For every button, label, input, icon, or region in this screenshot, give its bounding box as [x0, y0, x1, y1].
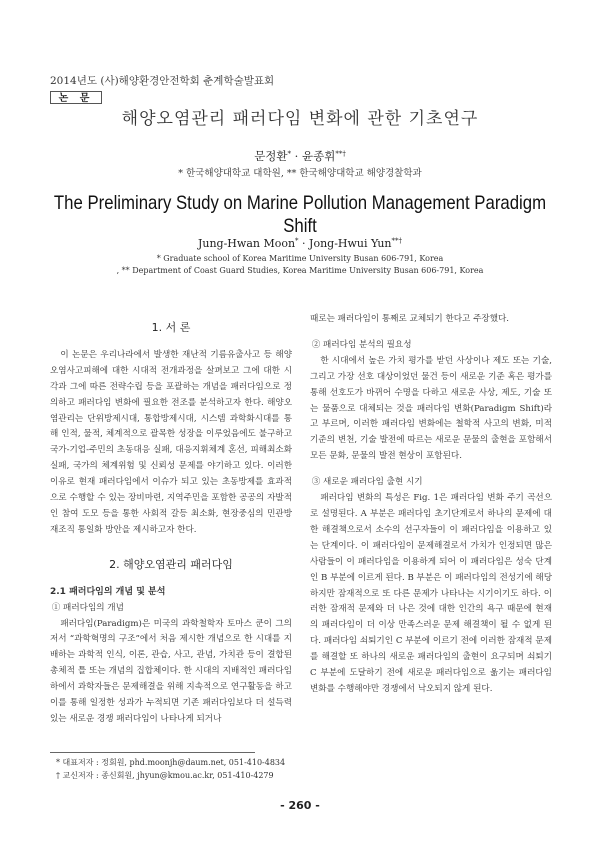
section2-heading: 2. 해양오염관리 패러다임	[109, 557, 233, 571]
english-title: The Preliminary Study on Marine Pollution Management Paradigm Shift	[53, 192, 547, 237]
author2-mark-en: **†	[391, 237, 403, 245]
item2-heading: ② 패러다임 분석의 필요성	[311, 339, 412, 350]
right-column	[310, 312, 552, 698]
conference-header: 2014년도 (사)해양환경안전학회 춘계학술발표회	[50, 75, 275, 87]
author2-mark-ko: **†	[335, 150, 346, 158]
section1-heading: 1. 서 론	[151, 321, 191, 334]
footnote-first-author: * 대표저자 : 정회원, phd.moonjh@daum.net, 051-410-4834	[56, 758, 286, 767]
item1-heading: ① 패러다임의 개념	[51, 602, 124, 613]
footnote-divider	[50, 752, 255, 753]
continued-paragraph: 때로는 패러다임이 통째로 교체되기 한다고 주장했다.	[310, 314, 510, 324]
subsection-heading: 2.1 패러다임의 개념 및 분석	[50, 586, 166, 597]
author1-mark-en: *	[295, 237, 299, 245]
korean-title: 해양오염관리 패러다임 변화에 관한 기초연구	[121, 109, 479, 129]
paper-type-tag: 논 문	[50, 91, 102, 104]
author2-name-ko: 윤종휘	[301, 149, 336, 163]
analysis-need-paragraph: 한 시대에서 높은 가치 평가를 받던 사상이나 제도 또는 기술, 그리고 가장 선호 대상이었던 물건 등이 새로운 기준 혹은 평가를 통해 선호도가 바뀌어 수명을 다하고 새로운 사상, 제도, 기술 또는 물품으로 대체되는 것을 패러다임 변화(Paradigm Shift)라고 부르며, 이러한 패러다임 변화에는 철학적 사고의 변화, 미적 기준의 변천, 기술 발전에 따르는 새로운 문물의 출현을 포함해서 모든 문화, 문물의 발전 현상이 포함된다.	[310, 355, 552, 462]
new-paradigm-paragraph: 패러다임 변화의 특성은 Fig. 1은 패러다임 변화 주기 곡선으로 설명된다. A 부분은 패러다임 초기단계로서 하나의 문제에 대한 해결책으로서 소수의 선구자들이 이 패러다임을 이용하고 있는 단계이다. 이 패러다임이 문제해결로서 가치가 인정되면 많은 사람들이 이 패러다임을 이용하게 되어 이 패러다임은 성숙 단계인 B 부분에 이르게 된다. B 부분은 이 패러다임의 전성기에 해당하지만 잠재적으로 또 다른 문제가 나타나는 시기이기도 하다. 이러한 잠재적 문제와 더 나은 것에 대한 인간의 욕구 때문에 현재의 패러다임이 더 이상 만족스러운 문제 해결책이 될 수 없게 된다. 패러다임 쇠퇴기인 C 부분에 이르기 전에 이러한 잠재적 문제를 해결할 또 하나의 새로운 패러다임의 출현이 요구되며 쇠퇴기 C 부분에 도달하기 전에 새로운 패러다임으로 옮기는 패러다임 변화를 수행해야만 경쟁에서 낙오되지 않게 된다.	[310, 493, 552, 694]
page-number: - 260 -	[280, 799, 320, 812]
author-separator-ko: ·	[291, 149, 302, 163]
left-column	[50, 312, 292, 728]
korean-affiliation: * 한국해양대학교 대학원, ** 한국해양대학교 해양경찰학과	[178, 168, 422, 179]
author1-name-en: Jung-Hwan Moon	[197, 237, 296, 250]
item3-heading: ③ 새로운 패러다임 출현 시기	[311, 477, 423, 488]
english-authors	[0, 237, 600, 250]
paradigm-concept-paragraph: 패러다임(Paradigm)은 미국의 과학철학자 토마스 쿤이 그의 저서 “과학혁명의 구조”에서 처음 제시한 개념으로 한 시대를 지배하는 과학적 인식, 이론, 관습, 사고, 관념, 가치관 등이 결합된 총체적 틀 또는 개념의 집합체이다. 한 시대의 지배적인 패러다임 하에서 과학자들은 문제해결을 위해 지속적으로 연구활동을 하고 이를 통해 일정한 성과가 누적되면 기존 패러다임보다 더 설득력 있는 새로운 경쟁 패러다임이 나타나게 되거나	[50, 618, 292, 724]
author1-name-ko: 문정환	[254, 149, 288, 163]
english-affiliation-line1: * Graduate school of Korea Maritime University Busan 606-791, Korea	[156, 254, 444, 263]
footnote-corresponding-author: † 교신저자 : 종신회원, jhyun@kmou.ac.kr, 051-410-4279	[56, 771, 274, 780]
author1-mark-ko: *	[287, 150, 292, 158]
author2-name-en: Jong-Hwui Yun	[309, 237, 392, 250]
english-affiliation-line2: , ** Department of Coast Guard Studies, Korea Maritime University Busan 606-791, Korea	[116, 266, 484, 275]
author-separator-en: ·	[298, 237, 310, 250]
korean-authors	[0, 148, 600, 164]
introduction-paragraph: 이 논문은 우리나라에서 발생한 재난적 기름유출사고 등 해양오염사고피해에 대한 시대적 전개과정을 살펴보고 그에 대한 시각과 그에 따른 전략수립 등을 포괄하는 개념을 패러다임으로 정의하고 패러다임 변화에 필요한 전조를 분석하고자 한다. 해양오염관리는 단위방제시대, 통합방제시대, 시스템 과학화시대를 통해 인적, 물적, 체계적으로 괄목한 성장을 이루었음에도 불구하고 국가-기업-주민의 초동대응 실패, 대응지휘체계 혼선, 피해최소화 실패, 국가의 체계위험 및 신뢰성 문제를 야기하고 있다. 이러한 이유로 현재 패러다임에서 이슈가 되고 있는 초동방제를 효과적으로 수행할 수 있는 장비마련, 지역주민을 포함한 공공의 자발적인 참여 도모 등을 통한 사회적 갈등 최소화, 현장중심의 민관방재조직 통일화 방안을 제시하고자 한다.	[50, 349, 292, 535]
